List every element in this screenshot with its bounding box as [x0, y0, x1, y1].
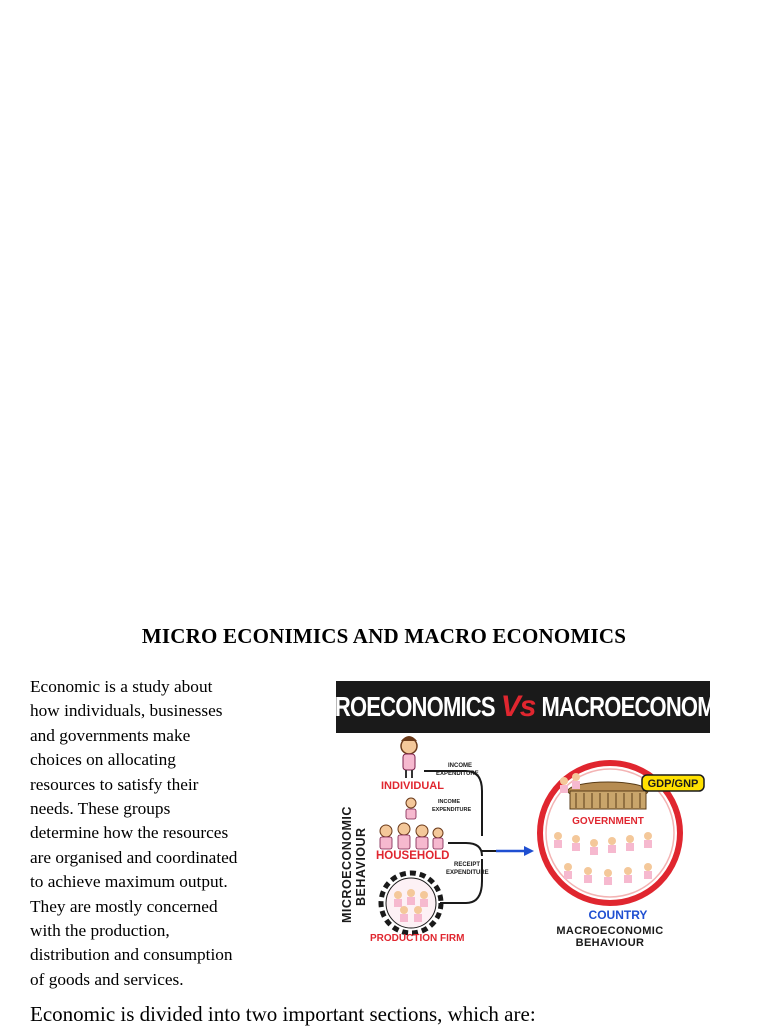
intro-paragraph: Economic is a study about how individuals, businesses and governments make choices on allocating resources to satisfy their needs. These groups determine how the resources are organised and coordinated to achieve maximum output. They are mostly concerned with the production, distribution and consumption of goods and services.	[30, 677, 238, 989]
sections-lead-text: Economic is divided into two important sections, which are:	[30, 1002, 536, 1026]
macro-behaviour-label-1: MACROECONOMIC	[556, 925, 664, 937]
individual-person-icon	[401, 736, 417, 778]
micro-vs-macro-figure	[296, 681, 750, 951]
page-title: MICRO ECONIMICS AND MACRO ECONOMICS	[141, 624, 627, 648]
child-person-icon	[406, 798, 416, 819]
side-label-micro: MICROECONOMIC	[340, 806, 354, 923]
flow-label-receipt: RECEIPT	[454, 862, 481, 868]
production-firm-gear-icon	[381, 873, 441, 933]
figure-illustration	[336, 681, 710, 951]
country-label: COUNTRY	[588, 908, 648, 922]
flow-label-expenditure-2: EXPENDITURE	[432, 807, 472, 813]
gdp-gnp-text: GDP/GNP	[647, 778, 699, 790]
flow-label-expenditure-1: EXPENDITURE	[436, 771, 479, 777]
production-firm-label: PRODUCTION FIRM	[370, 933, 465, 944]
government-label: GOVERNMENT	[572, 816, 644, 827]
individual-label: INDIVIDUAL	[381, 780, 444, 792]
gdp-gnp-badge	[642, 775, 704, 791]
banner-macro-text: MACROECONOMICS	[541, 690, 750, 722]
macro-behaviour-label-2: BEHAVIOUR	[575, 937, 645, 949]
banner-vs-text: Vs	[500, 690, 536, 723]
household-label: HOUSEHOLD	[376, 850, 450, 862]
household-group-icon	[380, 823, 443, 849]
banner-micro-text: MICROECONOMICS	[296, 690, 495, 722]
flow-label-expenditure-3: EXPENDITURE	[446, 870, 489, 876]
flow-label-income-2: INCOME	[438, 799, 460, 805]
side-label-behaviour: BEHAVIOUR	[354, 827, 368, 906]
arrow-right-icon	[496, 846, 534, 856]
flow-label-income-1: INCOME	[448, 763, 472, 769]
